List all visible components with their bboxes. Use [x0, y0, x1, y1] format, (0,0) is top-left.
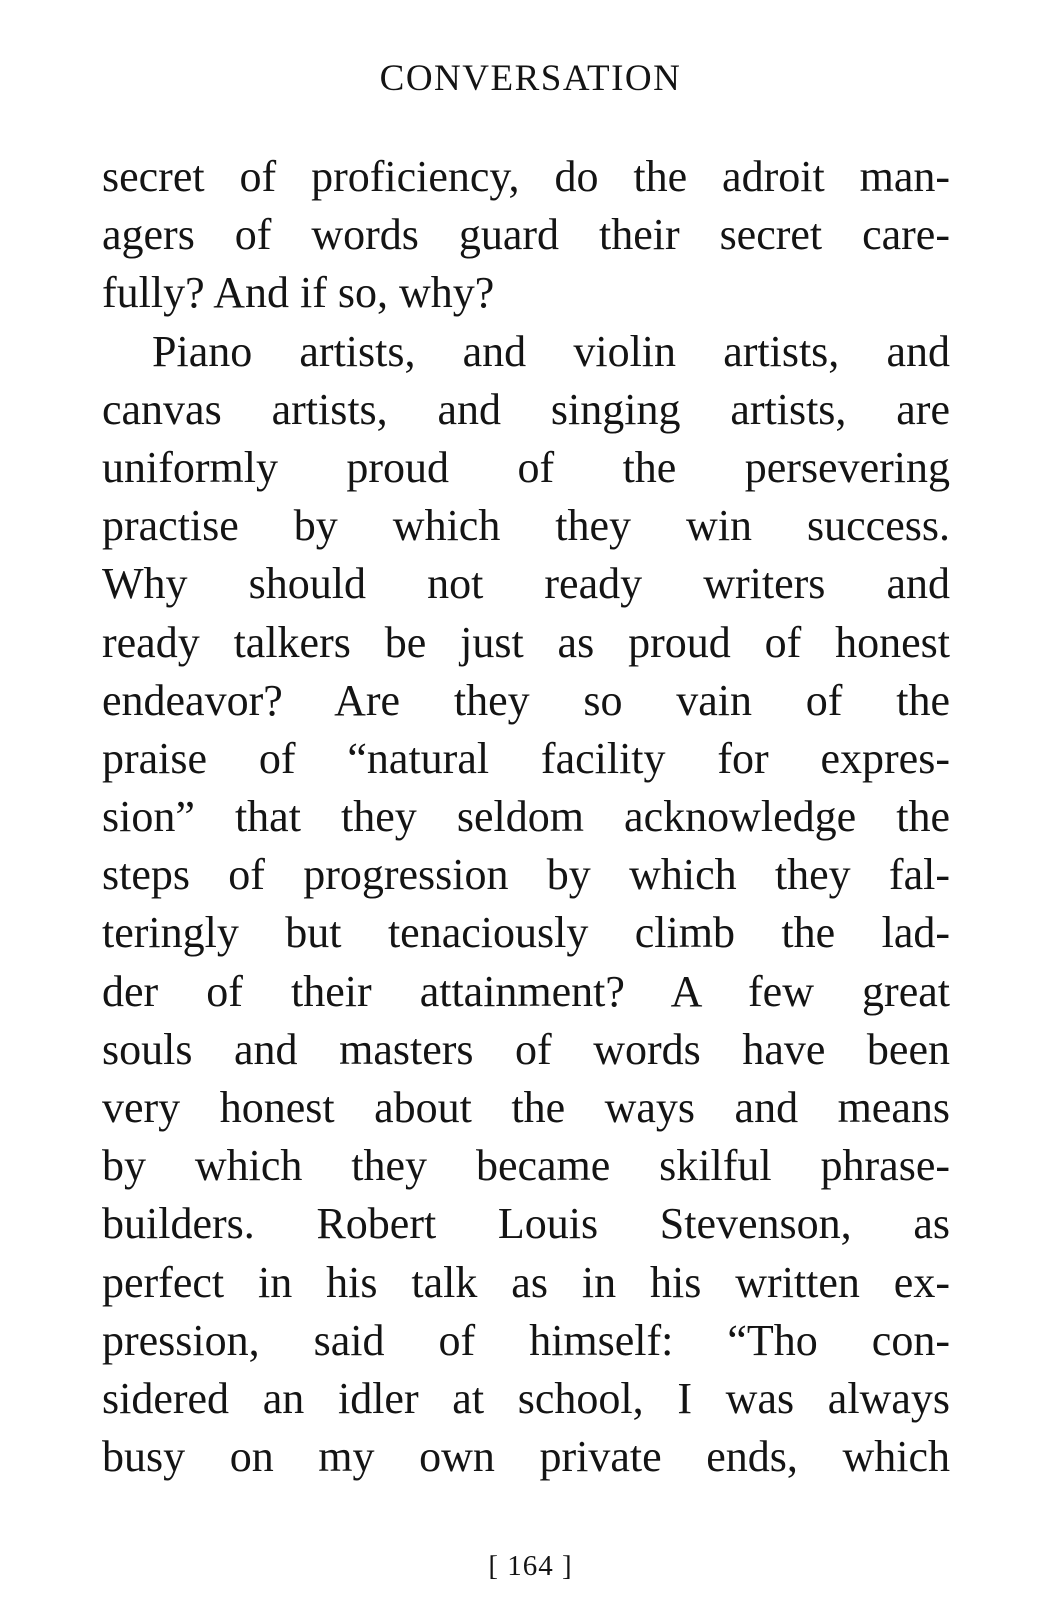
- body-text: [102, 148, 950, 1486]
- running-head: CONVERSATION: [379, 58, 682, 99]
- text-line: perfect in his talk as in his written ex-: [102, 1257, 950, 1307]
- text-line: agers of words guard their secret care-: [102, 210, 950, 260]
- text-line: builders. Robert Louis Stevenson, as: [102, 1199, 950, 1249]
- page-number: [ 164 ]: [488, 1550, 573, 1582]
- text-line: der of their attainment? A few great: [102, 966, 950, 1016]
- text-line: very honest about the ways and means: [102, 1083, 950, 1132]
- text-line: canvas artists, and singing artists, are: [102, 384, 950, 434]
- text-line: by which they became skilful phrase-: [102, 1141, 950, 1191]
- text-line: endeavor? Are they so vain of the: [102, 675, 950, 725]
- text-line: sidered an idler at school, I was always: [102, 1373, 950, 1423]
- text-line: souls and masters of words have been: [102, 1024, 950, 1074]
- text-line: busy on my own private ends, which: [102, 1432, 950, 1482]
- text-line: pression, said of himself: “Tho con-: [102, 1315, 950, 1365]
- text-line: secret of proficiency, do the adroit man-: [102, 152, 950, 201]
- text-line: sion” that they seldom acknowledge the: [102, 792, 950, 842]
- text-line: fully? And if so, why?: [102, 268, 495, 318]
- text-line: Why should not ready writers and: [102, 559, 950, 609]
- text-line: practise by which they win success.: [102, 501, 950, 551]
- text-line: praise of “natural facility for expres-: [102, 733, 950, 783]
- text-line: steps of progression by which they fal-: [102, 850, 950, 900]
- paragraph-first-line: Piano artists, and violin artists, and: [152, 326, 950, 376]
- text-line: uniformly proud of the persevering: [102, 442, 950, 492]
- text-line: teringly but tenaciously climb the lad-: [102, 908, 950, 958]
- text-line: ready talkers be just as proud of honest: [102, 617, 950, 667]
